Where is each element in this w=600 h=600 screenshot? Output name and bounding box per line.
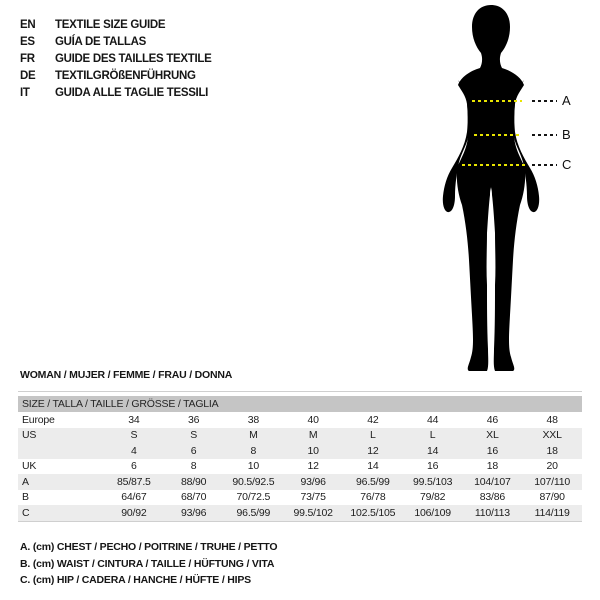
size-cell: 79/82 <box>419 491 446 504</box>
language-code: DE <box>20 69 36 82</box>
language-title: GUIDA ALLE TAGLIE TESSILI <box>55 86 209 99</box>
size-cell: 8 <box>190 460 197 473</box>
size-cell: 73/75 <box>300 491 326 504</box>
size-cell: 90.5/92.5 <box>232 475 275 488</box>
size-cell: 48 <box>546 413 558 426</box>
size-cell: 12 <box>367 444 379 457</box>
size-cell: 18 <box>546 444 558 457</box>
legend-hip: C. (cm) HIP / CADERA / HANCHE / HÜFTE / HIPS <box>20 574 251 586</box>
size-cell: 18 <box>486 460 499 473</box>
measurement-figure <box>405 0 585 378</box>
size-cell: 87/90 <box>539 491 565 504</box>
size-cell: 107/110 <box>534 475 571 488</box>
measure-legend <box>20 541 277 591</box>
language-code: EN <box>20 18 36 31</box>
size-cell: 99.5/103 <box>412 475 453 488</box>
table-row-europe <box>18 412 582 428</box>
size-cell: 99.5/102 <box>293 506 333 519</box>
size-cell: 85/87.5 <box>117 475 151 488</box>
language-title: GUÍA DE TALLAS <box>55 35 146 48</box>
size-cell: S <box>190 429 198 442</box>
size-cell: 6 <box>190 444 197 457</box>
size-cell: 42 <box>367 413 379 426</box>
size-cell: 70/72.5 <box>236 491 271 504</box>
chest-measure-line <box>472 100 522 102</box>
gender-title: WOMAN / MUJER / FEMME / FRAU / DONNA <box>20 369 233 381</box>
row-label: A <box>22 475 29 488</box>
row-label: B <box>22 491 29 504</box>
size-cell: 106/109 <box>414 506 451 519</box>
size-cell: 76/78 <box>360 491 386 504</box>
size-cell: 20 <box>546 460 558 473</box>
table-row-chest-a <box>18 474 582 490</box>
language-code: IT <box>20 86 30 99</box>
size-cell: 114/119 <box>534 506 570 519</box>
language-code: ES <box>20 35 35 48</box>
size-cell: 6 <box>131 460 137 473</box>
legend-waist: B. (cm) WAIST / CINTURA / TAILLE / HÜFTUNG / VITA <box>20 557 275 570</box>
language-row-de <box>20 67 212 84</box>
hip-measure-label: C <box>562 157 572 172</box>
size-cell: 40 <box>307 413 319 426</box>
size-cell: 83/86 <box>479 491 506 504</box>
size-cell: 16 <box>486 444 499 457</box>
size-cell: 10 <box>307 444 319 457</box>
chest-callout-line <box>532 100 557 102</box>
size-cell: 93/96 <box>180 506 207 519</box>
language-row-it <box>20 84 212 101</box>
language-row-es <box>20 33 212 50</box>
hip-measure-line <box>462 164 525 166</box>
size-cell: 96.5/99 <box>356 475 390 488</box>
table-row-hip-c <box>18 505 582 521</box>
table-row-us <box>18 428 582 444</box>
legend-chest: A. (cm) CHEST / PECHO / POITRINE / TRUHE / PETTO <box>20 541 278 553</box>
size-cell: 4 <box>131 444 137 457</box>
row-label: Europe <box>22 413 55 426</box>
size-cell: XL <box>486 429 499 442</box>
size-cell: 46 <box>486 413 499 426</box>
size-cell: 90/92 <box>121 506 147 519</box>
size-cell: M <box>249 429 258 442</box>
size-cell: 10 <box>247 460 260 473</box>
size-cell: 110/113 <box>474 506 510 519</box>
size-table <box>18 391 582 522</box>
size-cell: 38 <box>247 413 260 426</box>
row-label: UK <box>22 460 37 473</box>
language-row-fr <box>20 50 212 67</box>
size-cell: 34 <box>128 413 140 426</box>
table-row-uk <box>18 459 582 475</box>
table-row-us-numeric <box>18 443 582 459</box>
size-cell: 102.5/105 <box>350 506 396 519</box>
language-title: GUIDE DES TAILLES TEXTILE <box>55 52 212 65</box>
size-cell: 64/67 <box>121 491 147 504</box>
size-cell: L <box>370 429 376 442</box>
waist-measure-label: B <box>562 127 571 142</box>
size-cell: 12 <box>307 460 319 473</box>
size-cell: M <box>308 429 318 442</box>
language-title: TEXTILE SIZE GUIDE <box>55 18 166 31</box>
language-list <box>20 16 212 101</box>
woman-silhouette-icon <box>405 0 577 378</box>
table-row-waist-b <box>18 490 582 506</box>
size-cell: L <box>429 429 436 442</box>
size-cell: 14 <box>426 444 439 457</box>
size-cell: S <box>130 429 138 442</box>
language-title: TEXTILGRÖßENFÜHRUNG <box>55 69 196 82</box>
waist-measure-line <box>474 134 519 136</box>
size-cell: 93/96 <box>300 475 326 488</box>
language-row-en <box>20 16 212 33</box>
size-cell: 16 <box>426 460 439 473</box>
size-cell: 68/70 <box>180 491 207 504</box>
waist-callout-line <box>532 134 557 136</box>
row-label: US <box>22 429 37 442</box>
size-table-header: SIZE / TALLA / TAILLE / GRÖSSE / TAGLIA <box>18 396 582 412</box>
row-label: C <box>22 506 30 519</box>
size-cell: 44 <box>426 413 439 426</box>
size-cell: 104/107 <box>474 475 511 488</box>
chest-measure-label: A <box>562 93 571 108</box>
size-cell: 36 <box>187 413 200 426</box>
size-cell: 14 <box>367 460 379 473</box>
language-code: FR <box>20 52 35 65</box>
size-cell: 88/90 <box>180 475 207 488</box>
hip-callout-line <box>532 164 557 166</box>
size-cell: XXL <box>542 429 562 442</box>
size-cell: 8 <box>250 444 257 457</box>
size-cell: 96.5/99 <box>236 506 271 519</box>
